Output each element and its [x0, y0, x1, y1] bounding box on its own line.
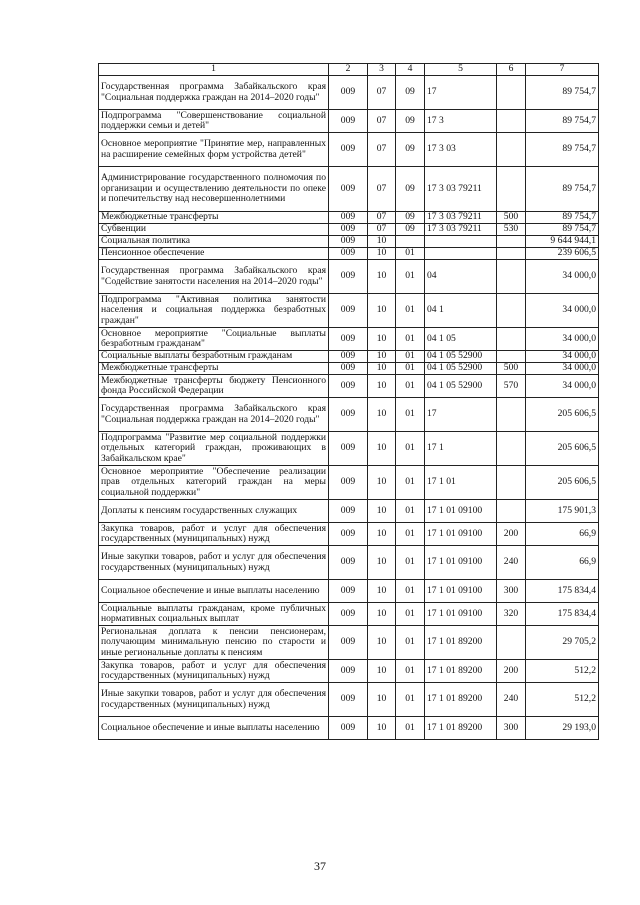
row-name-cell: Основное мероприятие "Социальные выплаты безработным гражданам"	[99, 328, 329, 351]
target-article-cell: 04 1 05 52900	[425, 375, 497, 398]
amount-cell: 175 834,4	[526, 580, 599, 603]
subsection-cell	[396, 236, 425, 248]
subsection-cell: 01	[396, 375, 425, 398]
amount-cell: 9 644 944,1	[526, 236, 599, 248]
expense-type-cell: 500	[497, 363, 526, 375]
subsection-cell: 09	[396, 110, 425, 133]
target-article-cell: 17 3 03	[425, 133, 497, 167]
expense-type-cell	[497, 110, 526, 133]
table-row	[99, 351, 599, 363]
header-cell: 4	[396, 64, 425, 76]
row-name-cell: Доплаты к пенсиям государственных служащих	[99, 500, 329, 523]
subsection-cell: 01	[396, 626, 425, 660]
subsection-cell: 01	[396, 580, 425, 603]
amount-cell: 239 606,5	[526, 248, 599, 260]
admin-code-cell: 009	[329, 466, 368, 500]
section-cell: 10	[368, 603, 396, 626]
table-row	[99, 76, 599, 110]
target-article-cell: 17 1 01 09100	[425, 580, 497, 603]
section-cell: 10	[368, 328, 396, 351]
expense-type-cell	[497, 466, 526, 500]
admin-code-cell: 009	[329, 294, 368, 328]
section-cell: 10	[368, 363, 396, 375]
table-row	[99, 660, 599, 683]
target-article-cell: 17 1 01 09100	[425, 523, 497, 546]
subsection-cell: 01	[396, 523, 425, 546]
expense-type-cell	[497, 76, 526, 110]
row-name-cell: Пенсионное обеспечение	[99, 248, 329, 260]
subsection-cell: 01	[396, 398, 425, 432]
row-name-cell: Подпрограмма "Совершенствование социальной поддержки семьи и детей"	[99, 110, 329, 133]
amount-cell: 89 754,7	[526, 167, 599, 212]
amount-cell: 34 000,0	[526, 375, 599, 398]
admin-code-cell: 009	[329, 717, 368, 740]
subsection-cell: 01	[396, 466, 425, 500]
target-article-cell: 04 1 05 52900	[425, 363, 497, 375]
header-cell: 3	[368, 64, 396, 76]
target-article-cell: 17 1 01	[425, 466, 497, 500]
header-cell: 7	[526, 64, 599, 76]
expense-type-cell: 500	[497, 212, 526, 224]
target-article-cell: 17 1 01 89200	[425, 717, 497, 740]
target-article-cell: 17 3 03 79211	[425, 224, 497, 236]
table-row	[99, 717, 599, 740]
target-article-cell	[425, 248, 497, 260]
subsection-cell: 01	[396, 500, 425, 523]
section-cell: 10	[368, 432, 396, 466]
table-row	[99, 167, 599, 212]
table-row	[99, 500, 599, 523]
amount-cell: 205 606,5	[526, 398, 599, 432]
section-cell: 10	[368, 466, 396, 500]
row-name-cell: Основное мероприятие "Принятие мер, направленных на расширение семейных форм устройства детей"	[99, 133, 329, 167]
section-cell: 10	[368, 398, 396, 432]
amount-cell: 175 834,4	[526, 603, 599, 626]
section-cell: 07	[368, 167, 396, 212]
table-row	[99, 398, 599, 432]
admin-code-cell: 009	[329, 500, 368, 523]
row-name-cell: Иные закупки товаров, работ и услуг для обеспечения государственных (муниципальных) нужд	[99, 683, 329, 717]
table-row	[99, 603, 599, 626]
admin-code-cell: 009	[329, 398, 368, 432]
header-cell: 5	[425, 64, 497, 76]
expense-type-cell: 200	[497, 523, 526, 546]
admin-code-cell: 009	[329, 683, 368, 717]
row-name-cell: Социальное обеспечение и иные выплаты населению	[99, 717, 329, 740]
expense-type-cell: 570	[497, 375, 526, 398]
target-article-cell	[425, 236, 497, 248]
section-cell: 10	[368, 717, 396, 740]
admin-code-cell: 009	[329, 626, 368, 660]
expense-type-cell	[497, 351, 526, 363]
section-cell: 10	[368, 248, 396, 260]
subsection-cell: 01	[396, 683, 425, 717]
admin-code-cell: 009	[329, 76, 368, 110]
expense-type-cell: 320	[497, 603, 526, 626]
table-row	[99, 212, 599, 224]
table-row	[99, 294, 599, 328]
amount-cell: 34 000,0	[526, 294, 599, 328]
target-article-cell: 17 1 01 89200	[425, 660, 497, 683]
admin-code-cell: 009	[329, 212, 368, 224]
table-row	[99, 133, 599, 167]
expense-type-cell	[497, 398, 526, 432]
section-cell: 10	[368, 523, 396, 546]
header-row	[99, 64, 599, 76]
header-cell: 2	[329, 64, 368, 76]
expense-type-cell: 240	[497, 546, 526, 580]
row-name-cell: Региональная доплата к пенсии пенсионерам, получающим минимальную пенсию по старости и иные региональные доплаты к пенсиям	[99, 626, 329, 660]
section-cell: 07	[368, 76, 396, 110]
amount-cell: 89 754,7	[526, 224, 599, 236]
section-cell: 10	[368, 236, 396, 248]
amount-cell: 29 193,0	[526, 717, 599, 740]
page-number: 37	[314, 859, 326, 873]
expense-type-cell: 530	[497, 224, 526, 236]
row-name-cell: Межбюджетные трансферты	[99, 363, 329, 375]
expense-type-cell	[497, 260, 526, 294]
section-cell: 07	[368, 133, 396, 167]
amount-cell: 89 754,7	[526, 133, 599, 167]
admin-code-cell: 009	[329, 167, 368, 212]
expense-type-cell	[497, 626, 526, 660]
subsection-cell: 01	[396, 294, 425, 328]
subsection-cell: 01	[396, 603, 425, 626]
section-cell: 10	[368, 375, 396, 398]
subsection-cell: 01	[396, 432, 425, 466]
row-name-cell: Социальная политика	[99, 236, 329, 248]
admin-code-cell: 009	[329, 260, 368, 294]
amount-cell: 66,9	[526, 546, 599, 580]
row-name-cell: Социальное обеспечение и иные выплаты населению	[99, 580, 329, 603]
subsection-cell: 01	[396, 546, 425, 580]
expense-type-cell: 240	[497, 683, 526, 717]
subsection-cell: 09	[396, 76, 425, 110]
expense-type-cell	[497, 236, 526, 248]
row-name-cell: Государственная программа Забайкальского края "Содействие занятости населения на 2014–2020 годы"	[99, 260, 329, 294]
admin-code-cell: 009	[329, 236, 368, 248]
subsection-cell: 09	[396, 212, 425, 224]
row-name-cell: Закупка товаров, работ и услуг для обеспечения государственных (муниципальных) нужд	[99, 523, 329, 546]
amount-cell: 205 606,5	[526, 432, 599, 466]
budget-table	[98, 63, 599, 740]
target-article-cell: 17 3 03 79211	[425, 212, 497, 224]
amount-cell: 34 000,0	[526, 328, 599, 351]
subsection-cell: 01	[396, 328, 425, 351]
expense-type-cell	[497, 133, 526, 167]
admin-code-cell: 009	[329, 110, 368, 133]
row-name-cell: Межбюджетные трансферты бюджету Пенсионного фонда Российской Федерации	[99, 375, 329, 398]
expense-type-cell	[497, 500, 526, 523]
table-row	[99, 432, 599, 466]
table-row	[99, 683, 599, 717]
target-article-cell: 17 1 01 09100	[425, 500, 497, 523]
amount-cell: 89 754,7	[526, 212, 599, 224]
target-article-cell: 17 1	[425, 432, 497, 466]
section-cell: 10	[368, 260, 396, 294]
target-article-cell: 17 3	[425, 110, 497, 133]
subsection-cell: 01	[396, 260, 425, 294]
section-cell: 10	[368, 546, 396, 580]
row-name-cell: Межбюджетные трансферты	[99, 212, 329, 224]
table-row	[99, 363, 599, 375]
admin-code-cell: 009	[329, 660, 368, 683]
admin-code-cell: 009	[329, 133, 368, 167]
amount-cell: 89 754,7	[526, 110, 599, 133]
table-row	[99, 626, 599, 660]
amount-cell: 66,9	[526, 523, 599, 546]
expense-type-cell: 300	[497, 580, 526, 603]
admin-code-cell: 009	[329, 328, 368, 351]
section-cell: 10	[368, 351, 396, 363]
admin-code-cell: 009	[329, 546, 368, 580]
admin-code-cell: 009	[329, 363, 368, 375]
table-row	[99, 580, 599, 603]
amount-cell: 512,2	[526, 683, 599, 717]
row-name-cell: Администрирование государственного полномочия по организации и осуществлению деятельности по опеке и попечительству над несовершеннолетними	[99, 167, 329, 212]
section-cell: 10	[368, 294, 396, 328]
subsection-cell: 09	[396, 133, 425, 167]
amount-cell: 512,2	[526, 660, 599, 683]
admin-code-cell: 009	[329, 375, 368, 398]
subsection-cell: 09	[396, 167, 425, 212]
admin-code-cell: 009	[329, 580, 368, 603]
admin-code-cell: 009	[329, 248, 368, 260]
table-row	[99, 375, 599, 398]
section-cell: 07	[368, 224, 396, 236]
section-cell: 07	[368, 110, 396, 133]
subsection-cell: 09	[396, 224, 425, 236]
table-row	[99, 224, 599, 236]
expense-type-cell	[497, 432, 526, 466]
amount-cell: 34 000,0	[526, 351, 599, 363]
table-row	[99, 523, 599, 546]
expense-type-cell: 300	[497, 717, 526, 740]
row-name-cell: Основное мероприятие "Обеспечение реализации прав отдельных категорий граждан на меры социальной поддержки"	[99, 466, 329, 500]
amount-cell: 29 705,2	[526, 626, 599, 660]
admin-code-cell: 009	[329, 523, 368, 546]
admin-code-cell: 009	[329, 224, 368, 236]
target-article-cell: 17 3 03 79211	[425, 167, 497, 212]
section-cell: 10	[368, 626, 396, 660]
header-cell: 6	[497, 64, 526, 76]
row-name-cell: Социальные выплаты безработным гражданам	[99, 351, 329, 363]
subsection-cell: 01	[396, 660, 425, 683]
section-cell: 07	[368, 212, 396, 224]
target-article-cell: 17 1 01 89200	[425, 626, 497, 660]
row-name-cell: Иные закупки товаров, работ и услуг для обеспечения государственных (муниципальных) нужд	[99, 546, 329, 580]
amount-cell: 89 754,7	[526, 76, 599, 110]
target-article-cell: 17	[425, 76, 497, 110]
section-cell: 10	[368, 660, 396, 683]
table-row	[99, 328, 599, 351]
amount-cell: 34 000,0	[526, 260, 599, 294]
table-row	[99, 260, 599, 294]
admin-code-cell: 009	[329, 432, 368, 466]
target-article-cell: 04 1 05	[425, 328, 497, 351]
table-row	[99, 236, 599, 248]
amount-cell: 34 000,0	[526, 363, 599, 375]
admin-code-cell: 009	[329, 351, 368, 363]
section-cell: 10	[368, 500, 396, 523]
subsection-cell: 01	[396, 351, 425, 363]
expense-type-cell	[497, 167, 526, 212]
row-name-cell: Подпрограмма "Активная политика занятости населения и социальная поддержка безработных граждан"	[99, 294, 329, 328]
subsection-cell: 01	[396, 248, 425, 260]
amount-cell: 175 901,3	[526, 500, 599, 523]
section-cell: 10	[368, 580, 396, 603]
header-cell: 1	[99, 64, 329, 76]
row-name-cell: Закупка товаров, работ и услуг для обеспечения государственных (муниципальных) нужд	[99, 660, 329, 683]
target-article-cell: 17 1 01 89200	[425, 683, 497, 717]
section-cell: 10	[368, 683, 396, 717]
table-row	[99, 466, 599, 500]
target-article-cell: 17 1 01 09100	[425, 603, 497, 626]
row-name-cell: Субвенции	[99, 224, 329, 236]
admin-code-cell: 009	[329, 603, 368, 626]
subsection-cell: 01	[396, 363, 425, 375]
target-article-cell: 04	[425, 260, 497, 294]
target-article-cell: 17 1 01 09100	[425, 546, 497, 580]
row-name-cell: Социальные выплаты гражданам, кроме публичных нормативных социальных выплат	[99, 603, 329, 626]
table-row	[99, 248, 599, 260]
row-name-cell: Государственная программа Забайкальского края "Социальная поддержка граждан на 2014–2020 годы"	[99, 398, 329, 432]
expense-type-cell	[497, 294, 526, 328]
target-article-cell: 04 1	[425, 294, 497, 328]
table-row	[99, 110, 599, 133]
expense-type-cell: 200	[497, 660, 526, 683]
subsection-cell: 01	[396, 717, 425, 740]
expense-type-cell	[497, 248, 526, 260]
table-row	[99, 546, 599, 580]
target-article-cell: 04 1 05 52900	[425, 351, 497, 363]
row-name-cell: Подпрограмма "Развитие мер социальной поддержки отдельных категорий граждан, проживающих в Забайкальском крае"	[99, 432, 329, 466]
amount-cell: 205 606,5	[526, 466, 599, 500]
expense-type-cell	[497, 328, 526, 351]
target-article-cell: 17	[425, 398, 497, 432]
row-name-cell: Государственная программа Забайкальского края "Социальная поддержка граждан на 2014–2020 годы"	[99, 76, 329, 110]
